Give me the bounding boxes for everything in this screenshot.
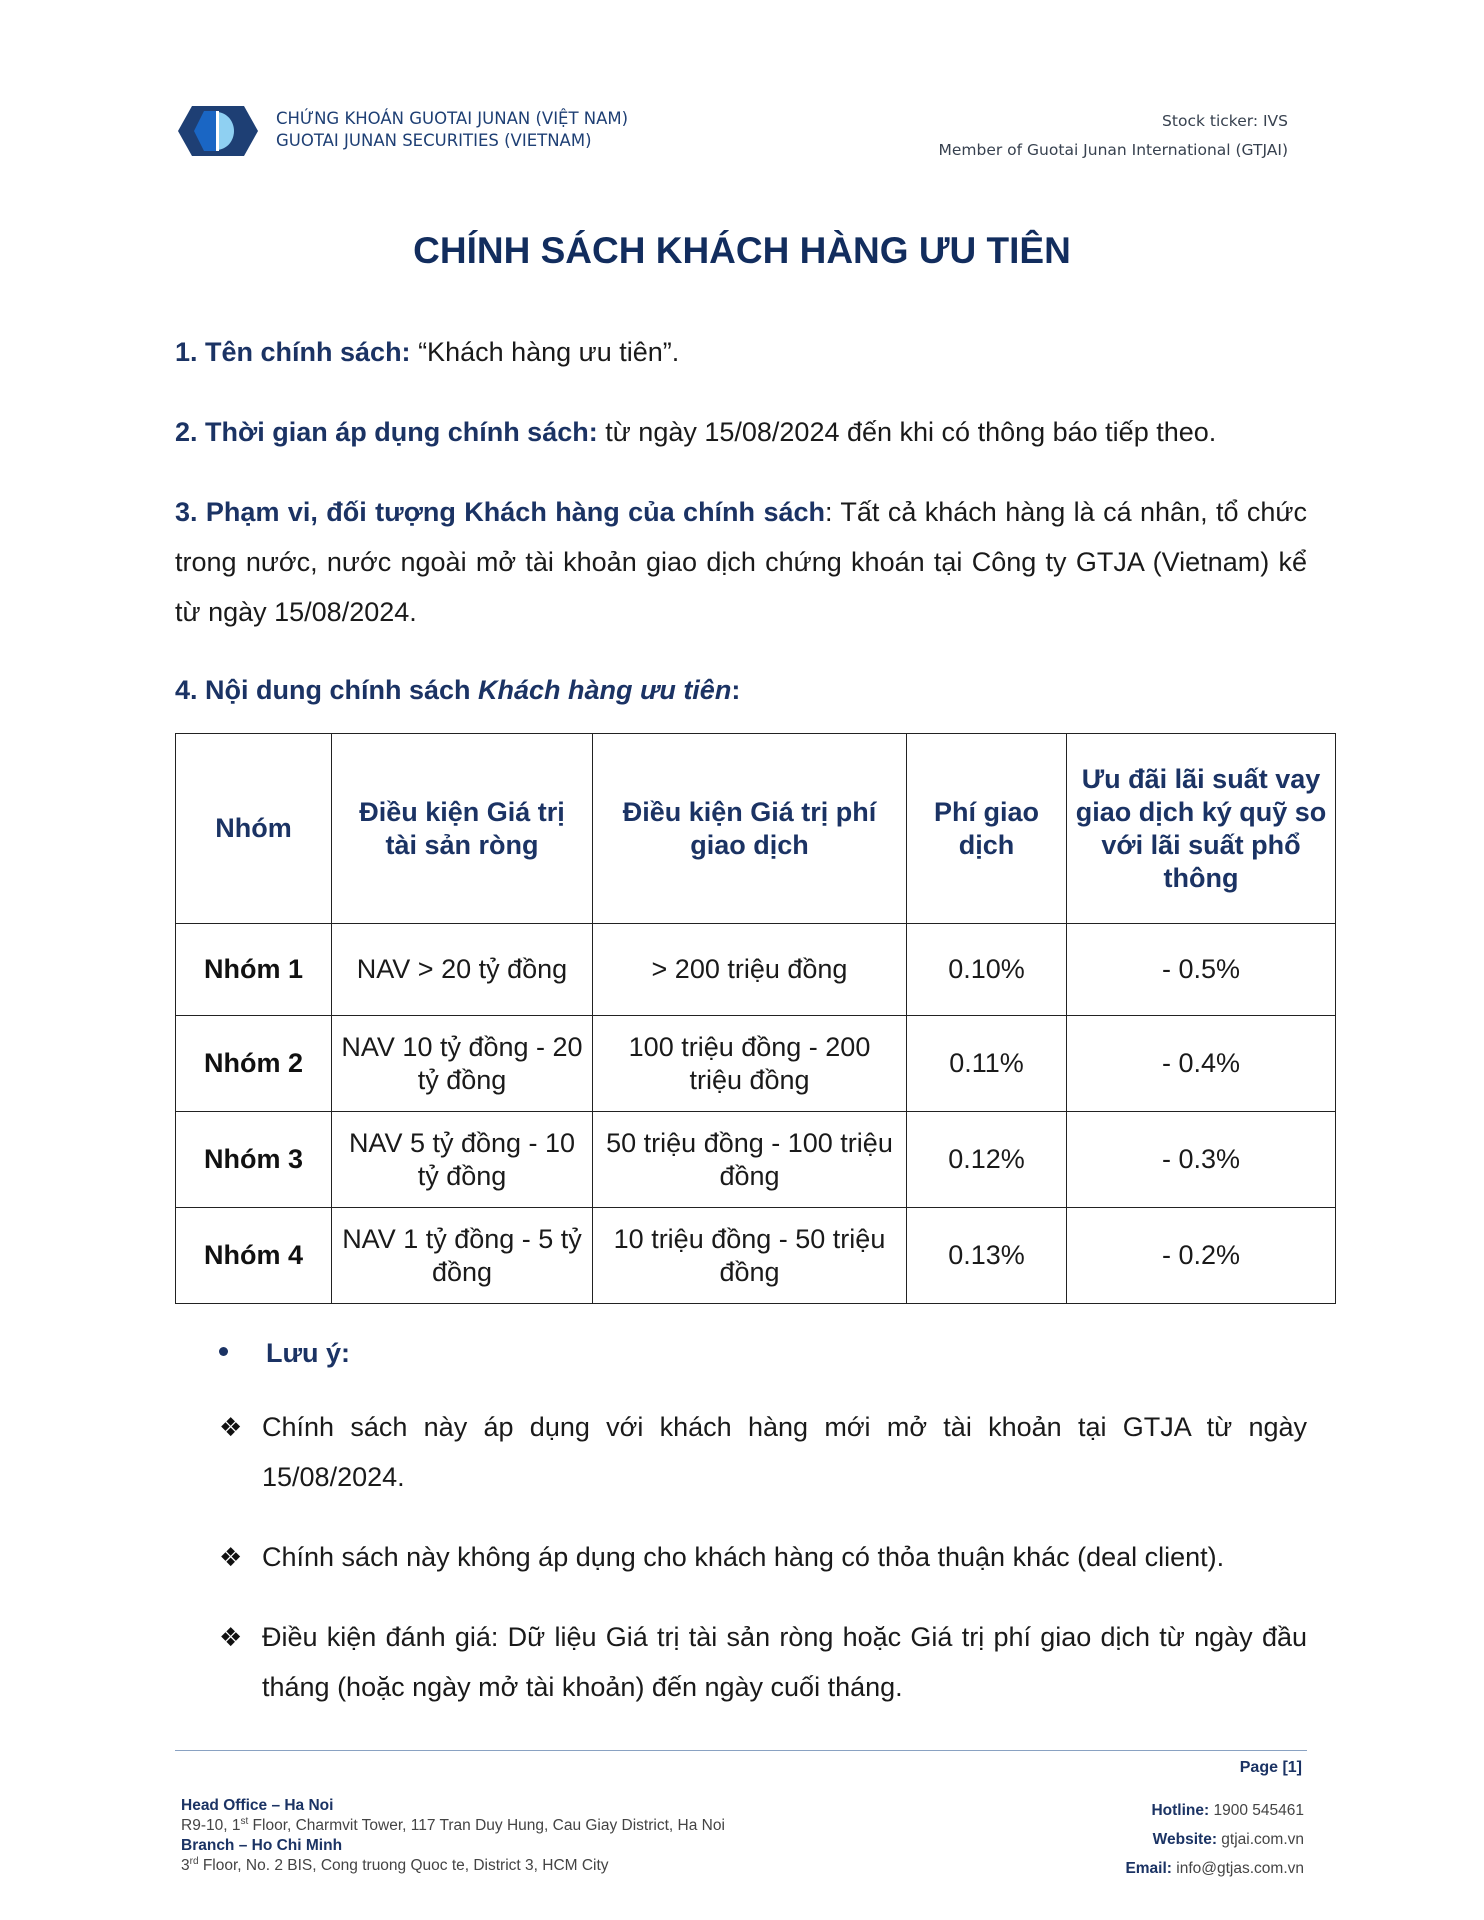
cell-fee-value: 50 triệu đồng - 100 triệu đồng — [593, 1112, 907, 1208]
cell-fee-value: 100 triệu đồng - 200 triệu đồng — [593, 1016, 907, 1112]
section-1 — [175, 327, 1307, 377]
note-text: Chính sách này không áp dụng cho khách hàng có thỏa thuận khác (deal client). — [262, 1542, 1225, 1572]
cell-rate: - 0.3% — [1067, 1112, 1336, 1208]
head-office-address: R9-10, 1st Floor, Charmvit Tower, 117 Tran Duy Hung, Cau Giay District, Ha Noi — [181, 1815, 725, 1834]
cell-rate: - 0.5% — [1067, 924, 1336, 1016]
diamond-bullet-icon: ❖ — [219, 1542, 243, 1572]
cell-nav: NAV 5 tỷ đồng - 10 tỷ đồng — [332, 1112, 593, 1208]
website: Website: gtjai.com.vn — [1152, 1831, 1304, 1848]
section-4-colon: : — [731, 675, 741, 705]
head-office-label: Head Office – Ha Noi — [181, 1797, 334, 1814]
page-title: CHÍNH SÁCH KHÁCH HÀNG ƯU TIÊN — [413, 230, 1071, 271]
table-row — [176, 1208, 1336, 1304]
cell-group: Nhóm 2 — [176, 1016, 332, 1112]
footer-addresses — [181, 1796, 725, 1876]
policy-table — [175, 733, 1336, 1304]
diamond-bullet-icon: ❖ — [219, 1412, 243, 1442]
cell-fee: 0.12% — [907, 1112, 1067, 1208]
company-name — [276, 108, 628, 152]
note-item — [219, 1532, 1307, 1582]
section-3 — [175, 487, 1307, 637]
notes-label: Lưu ý: — [266, 1338, 351, 1368]
section-1-label: 1. Tên chính sách: — [175, 337, 411, 367]
cell-fee-value: > 200 triệu đồng — [593, 924, 907, 1016]
branch-address: 3rd Floor, No. 2 BIS, Cong truong Quoc te, District 3, HCM City — [181, 1855, 609, 1874]
header-margin-rate: Ưu đãi lãi suất vay giao dịch ký quỹ so với lãi suất phổ thông — [1067, 734, 1336, 924]
company-name-vn: CHỨNG KHOÁN GUOTAI JUNAN (VIỆT NAM) — [276, 109, 629, 128]
header-group: Nhóm — [176, 734, 332, 924]
section-4-label: 4. Nội dung chính sách — [175, 675, 479, 705]
section-4 — [175, 665, 1307, 715]
cell-rate: - 0.4% — [1067, 1016, 1336, 1112]
cell-fee: 0.10% — [907, 924, 1067, 1016]
cell-group: Nhóm 1 — [176, 924, 332, 1016]
header-info — [939, 107, 1289, 165]
header-nav-condition: Điều kiện Giá trị tài sản ròng — [332, 734, 593, 924]
stock-ticker: Stock ticker: IVS — [1162, 112, 1288, 130]
table-row — [176, 924, 1336, 1016]
hotline: Hotline: 1900 545461 — [1151, 1802, 1304, 1819]
table-header-row — [176, 734, 1336, 924]
section-2-text: từ ngày 15/08/2024 đến khi có thông báo tiếp theo. — [597, 417, 1217, 447]
membership: Member of Guotai Junan International (GTJAI) — [938, 141, 1288, 159]
bullet-dot-icon — [219, 1347, 228, 1356]
cell-nav: NAV > 20 tỷ đồng — [332, 924, 593, 1016]
note-text: Điều kiện đánh giá: Dữ liệu Giá trị tài sản ròng hoặc Giá trị phí giao dịch từ ngày đầu tháng (hoặc ngày mở tài khoản) đến ngày cuối tháng. — [262, 1622, 1307, 1702]
cell-fee-value: 10 triệu đồng - 50 triệu đồng — [593, 1208, 907, 1304]
branch-label: Branch – Ho Chi Minh — [181, 1837, 343, 1854]
notes-heading — [219, 1333, 350, 1373]
table-row — [176, 1016, 1336, 1112]
section-3-label: 3. Phạm vi, đối tượng Khách hàng của chính sách — [175, 497, 825, 527]
table-row — [176, 1112, 1336, 1208]
section-1-text: “Khách hàng ưu tiên”. — [410, 337, 680, 367]
note-item — [219, 1612, 1307, 1712]
cell-nav: NAV 10 tỷ đồng - 20 tỷ đồng — [332, 1016, 593, 1112]
email: Email: info@gtjas.com.vn — [1125, 1860, 1304, 1877]
section-3-text: : Tất cả khách hàng là cá nhân, tổ chức trong nước, nước ngoài mở tài khoản giao dịch chứng khoán tại Công ty GTJA (Vietnam) kể từ ngày 15/08/2024. — [175, 497, 1308, 627]
cell-fee: 0.13% — [907, 1208, 1067, 1304]
cell-group: Nhóm 3 — [176, 1112, 332, 1208]
diamond-bullet-icon: ❖ — [219, 1622, 243, 1652]
cell-nav: NAV 1 tỷ đồng - 5 tỷ đồng — [332, 1208, 593, 1304]
note-text: Chính sách này áp dụng với khách hàng mới mở tài khoản tại GTJA từ ngày 15/08/2024. — [262, 1412, 1307, 1492]
note-item — [219, 1402, 1307, 1502]
cell-fee: 0.11% — [907, 1016, 1067, 1112]
footer-contacts — [1125, 1796, 1304, 1883]
section-4-italic: Khách hàng ưu tiên — [478, 675, 732, 705]
header-trading-fee: Phí giao dịch — [907, 734, 1067, 924]
footer-divider — [175, 1750, 1307, 1751]
gtja-logo-icon — [178, 106, 258, 156]
section-2 — [175, 407, 1307, 457]
header-fee-value-condition: Điều kiện Giá trị phí giao dịch — [593, 734, 907, 924]
cell-rate: - 0.2% — [1067, 1208, 1336, 1304]
section-2-label: 2. Thời gian áp dụng chính sách: — [175, 417, 598, 447]
company-name-en: GUOTAI JUNAN SECURITIES (VIETNAM) — [276, 131, 592, 150]
page-number: Page [1] — [1239, 1759, 1302, 1776]
cell-group: Nhóm 4 — [176, 1208, 332, 1304]
